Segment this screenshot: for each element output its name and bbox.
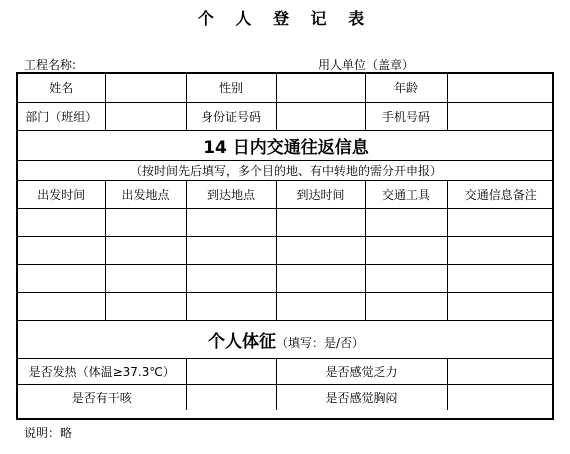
- column-header: 出发地点: [105, 180, 186, 208]
- health-section-note: （填写：是/否）: [275, 335, 365, 350]
- column-header: 到达时间: [276, 180, 365, 208]
- form-grid: [18, 74, 554, 410]
- table-cell[interactable]: [276, 208, 365, 236]
- table-cell[interactable]: [186, 292, 276, 320]
- gender-label: 性别: [186, 74, 276, 102]
- registration-form-table: [16, 72, 554, 420]
- table-cell[interactable]: [105, 208, 186, 236]
- fatigue-label: 是否感觉乏力: [276, 358, 447, 384]
- id-number-label: 身份证号码: [186, 102, 276, 130]
- name-field[interactable]: [105, 74, 186, 102]
- table-cell[interactable]: [365, 264, 447, 292]
- fatigue-field[interactable]: [447, 358, 554, 384]
- table-cell[interactable]: [186, 236, 276, 264]
- table-cell[interactable]: [276, 236, 365, 264]
- project-name-label: 工程名称:: [24, 58, 77, 72]
- footer-note: 说明：略: [24, 426, 73, 440]
- column-header: 交通工具: [365, 180, 447, 208]
- column-header: 交通信息备注: [447, 180, 554, 208]
- table-row: [18, 236, 554, 264]
- table-cell[interactable]: [105, 236, 186, 264]
- table-cell[interactable]: [105, 264, 186, 292]
- chest-tightness-field[interactable]: [447, 384, 554, 410]
- dry-cough-label: 是否有干咳: [18, 384, 186, 410]
- table-cell[interactable]: [105, 292, 186, 320]
- travel-section-title: 14 日内交通往返信息: [18, 130, 554, 160]
- department-field[interactable]: [105, 102, 186, 130]
- phone-label: 手机号码: [365, 102, 447, 130]
- id-number-field[interactable]: [276, 102, 365, 130]
- table-cell[interactable]: [18, 208, 105, 236]
- name-label: 姓名: [18, 74, 105, 102]
- health-section-header: [18, 320, 554, 358]
- table-cell[interactable]: [276, 292, 365, 320]
- table-cell[interactable]: [447, 264, 554, 292]
- table-cell[interactable]: [365, 236, 447, 264]
- table-row: [18, 264, 554, 292]
- dry-cough-field[interactable]: [186, 384, 276, 410]
- chest-tightness-label: 是否感觉胸闷: [276, 384, 447, 410]
- table-cell[interactable]: [18, 236, 105, 264]
- travel-section-note: （按时间先后填写，多个目的地、有中转地的需分开申报）: [18, 160, 554, 180]
- table-cell[interactable]: [18, 292, 105, 320]
- table-row: [18, 292, 554, 320]
- gender-field[interactable]: [276, 74, 365, 102]
- health-section-title: 个人体征: [207, 331, 276, 352]
- department-label: 部门（班组）: [18, 102, 105, 130]
- phone-field[interactable]: [447, 102, 554, 130]
- employer-unit-label: 用人单位（盖章）: [318, 58, 415, 72]
- column-header: 到达地点: [186, 180, 276, 208]
- table-cell[interactable]: [276, 264, 365, 292]
- table-cell[interactable]: [447, 236, 554, 264]
- age-field[interactable]: [447, 74, 554, 102]
- age-label: 年龄: [365, 74, 447, 102]
- table-row: [18, 208, 554, 236]
- table-cell[interactable]: [365, 208, 447, 236]
- fever-field[interactable]: [186, 358, 276, 384]
- form-title: 个 人 登 记 表: [197, 9, 373, 28]
- table-cell[interactable]: [447, 292, 554, 320]
- table-cell[interactable]: [365, 292, 447, 320]
- table-cell[interactable]: [447, 208, 554, 236]
- column-header: 出发时间: [18, 180, 105, 208]
- table-cell[interactable]: [18, 264, 105, 292]
- table-cell[interactable]: [186, 208, 276, 236]
- fever-label: 是否发热（体温≥37.3℃）: [18, 358, 186, 384]
- table-cell[interactable]: [186, 264, 276, 292]
